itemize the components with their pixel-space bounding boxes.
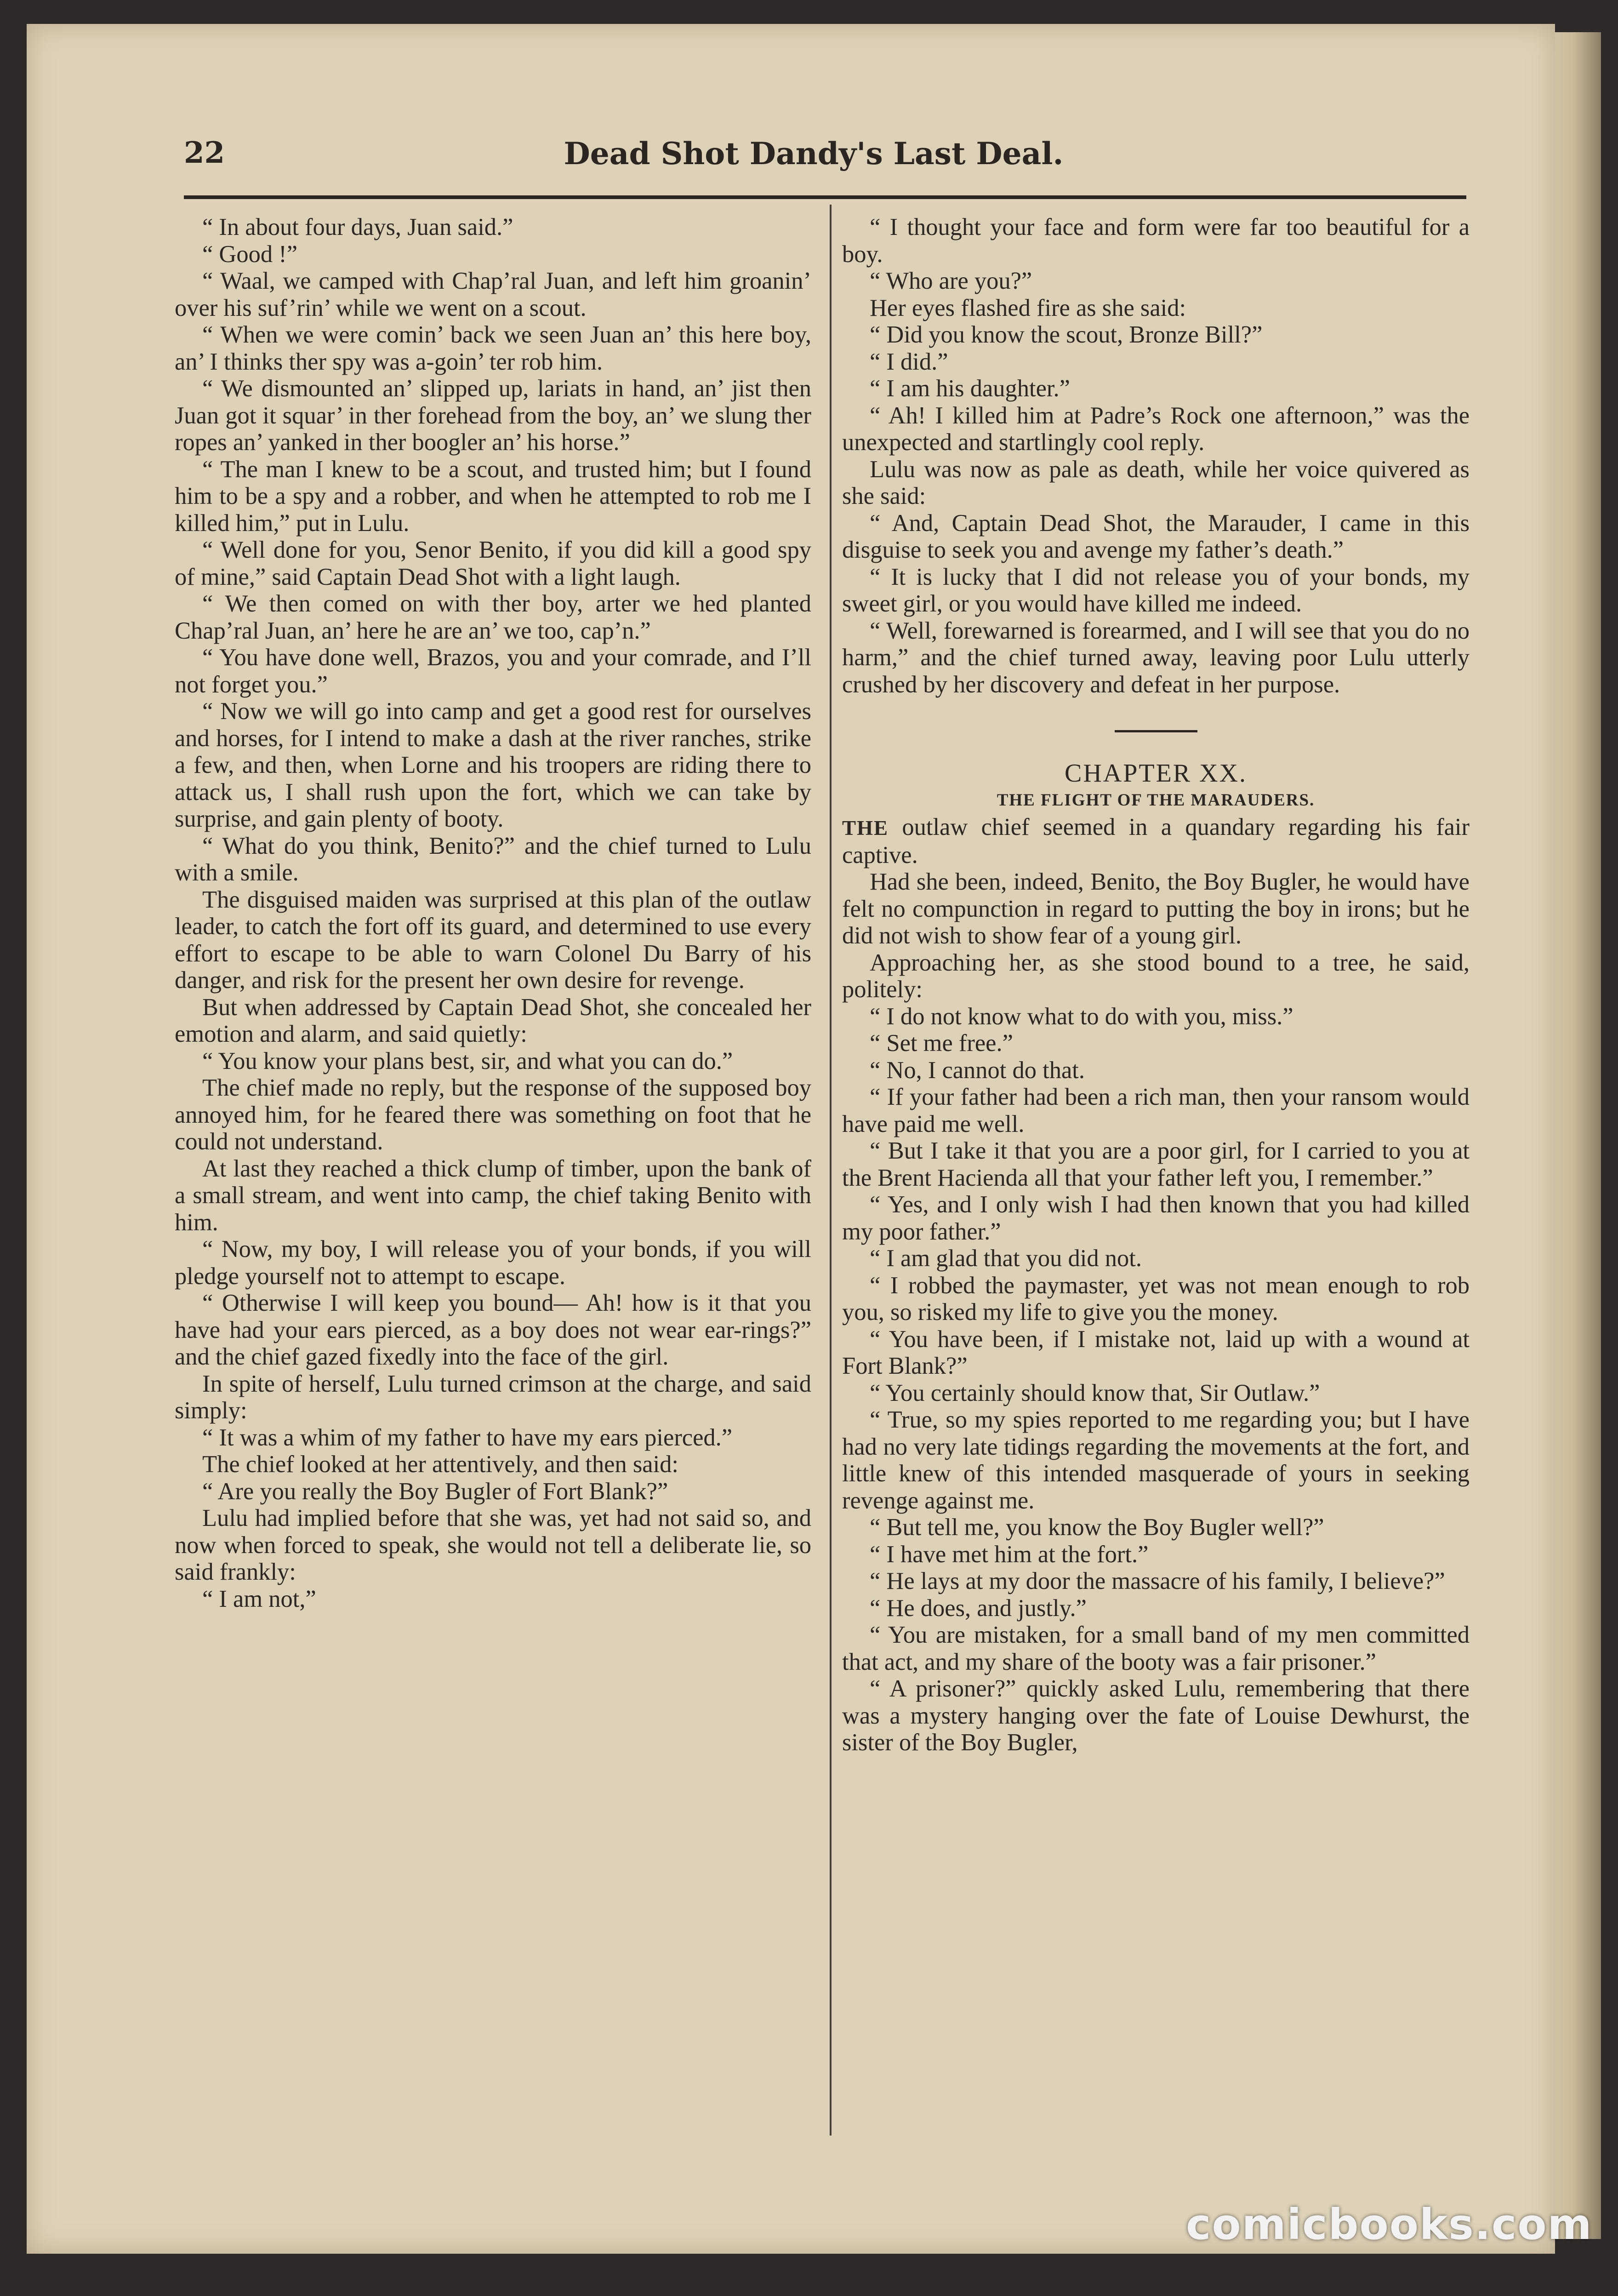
watermark: comicbooks.com [1186, 2200, 1593, 2249]
paragraph: “ I do not know what to do with you, miss.” [870, 1003, 1293, 1030]
chapter-first-word: THE [842, 817, 889, 840]
chapter-subtitle: THE FLIGHT OF THE MARAUDERS. [997, 790, 1315, 810]
right-column [842, 214, 1470, 1756]
paragraph: “ Waal, we camped with Chap’ral Juan, and left him groanin’ over his suf’rin’ while we went on a scout. [175, 268, 811, 321]
running-title: Dead Shot Dandy's Last Deal. [564, 136, 1064, 171]
paragraph: “ When we were comin’ back we seen Juan an’ this here boy, an’ I thinks ther spy was a-goin’ ter rob him. [175, 321, 811, 375]
paragraph: “ It was a whim of my father to have my ears pierced.” [202, 1424, 733, 1451]
paragraph: “ Did you know the scout, Bronze Bill?” [870, 321, 1263, 348]
paragraph: “ Well done for you, Senor Benito, if you did kill a good spy of mine,” said Captain Dead Shot with a light laugh. [175, 537, 811, 590]
paragraph: “ The man I knew to be a scout, and trusted him; but I found him to be a spy and a robber, and when he attempted to rob me I killed him,” put in Lulu. [175, 456, 811, 537]
chapter-break-rule [1115, 730, 1197, 732]
paragraph: The disguised maiden was surprised at this plan of the outlaw leader, to catch the fort off its guard, and determined to use every effort to escape to be able to warn Colonel Du Barry of his danger, and risk for the present her own desire for revenge. [175, 886, 811, 994]
paragraph: But when addressed by Captain Dead Shot, she concealed her emotion and alarm, and said quietly: [175, 994, 811, 1047]
page-number: 22 [184, 136, 225, 170]
paragraph: “ You are mistaken, for a small band of my men committed that act, and my share of the booty was a fair prisoner.” [842, 1622, 1470, 1675]
paragraph: “ I am his daughter.” [870, 375, 1070, 402]
paragraph: Lulu had implied before that she was, yet had not said so, and now when forced to speak, she would not tell a deliberate lie, so said frankly: [175, 1505, 811, 1585]
paragraph: Approaching her, as she stood bound to a tree, he said, politely: [842, 949, 1470, 1003]
chapter-title: CHAPTER XX. [1064, 759, 1248, 788]
paragraph: “ And, Captain Dead Shot, the Marauder, I came in this disguise to seek you and avenge my father’s death.” [842, 509, 1470, 563]
paragraph: “ Well, forewarned is forearmed, and I will see that you do no harm,” and the chief turned away, leaving poor Lulu utterly crushed by her discovery and defeat in her purpose. [842, 617, 1470, 698]
paragraph: “ We dismounted an’ slipped up, lariats in hand, an’ jist then Juan got it squar’ in ther forehead from the boy, an’ we slung ther ropes an’ yanked in ther boogler an’ his horse.” [175, 375, 811, 456]
paragraph: “ I am glad that you did not. [870, 1245, 1142, 1272]
chapter-first-paragraph-text: outlaw chief seemed in a quandary regarding his fair captive. [842, 814, 1470, 868]
paragraph: The chief looked at her attentively, and then said: [202, 1451, 679, 1478]
page-header [156, 131, 1471, 186]
page-edge [1555, 32, 1601, 2239]
paragraph: “ If your father had been a rich man, then your ransom would have paid me well. [842, 1084, 1470, 1137]
paragraph: “ You certainly should know that, Sir Outlaw.” [870, 1379, 1320, 1406]
paragraph: “ But tell me, you know the Boy Bugler well?” [870, 1514, 1324, 1541]
header-rule [184, 195, 1466, 199]
paragraph: At last they reached a thick clump of timber, upon the bank of a small stream, and went into camp, the chief taking Benito with him. [175, 1155, 811, 1236]
paragraph: “ We then comed on with ther boy, arter we hed planted Chap’ral Juan, an’ here he are an’ we too, cap’n.” [175, 590, 811, 644]
paragraph: “ I thought your face and form were far too beautiful for a boy. [842, 214, 1470, 268]
paragraph: “ Are you really the Boy Bugler of Fort Blank?” [202, 1478, 668, 1505]
paragraph: “ I did.” [870, 348, 948, 375]
paragraph: “ Ah! I killed him at Padre’s Rock one afternoon,” was the unexpected and startlingly cool reply. [842, 402, 1470, 456]
paragraph: “ Good !” [202, 240, 298, 268]
paragraph: “ I robbed the paymaster, yet was not mean enough to rob you, so risked my life to give you the money. [842, 1272, 1470, 1325]
paragraph: Had she been, indeed, Benito, the Boy Bugler, he would have felt no compunction in regard to putting the boy in irons; but he did not wish to show fear of a young girl. [842, 868, 1470, 949]
paragraph: “ I am not,” [202, 1585, 316, 1612]
paragraph: “ No, I cannot do that. [870, 1057, 1085, 1084]
left-column [175, 214, 811, 1612]
paragraph: “ Otherwise I will keep you bound— Ah! how is it that you have had your ears pierced, as a boy does not wear ear-rings?” and the chief gazed fixedly into the face of the girl. [175, 1290, 811, 1370]
right-column-pre-chapter [842, 214, 1470, 698]
paragraph: “ You have done well, Brazos, you and your comrade, and I’ll not forget you.” [175, 644, 811, 698]
paragraph: “ Set me free.” [870, 1030, 1013, 1057]
paragraph: “ You know your plans best, sir, and what you can do.” [202, 1047, 733, 1074]
paragraph: Lulu was now as pale as death, while her voice quivered as she said: [842, 456, 1470, 509]
chapter-first-paragraph [842, 814, 1470, 868]
column-divider [830, 205, 832, 2136]
right-column-post-chapter [842, 868, 1470, 1756]
paragraph: The chief made no reply, but the response of the supposed boy annoyed him, for he feared there was something on foot that he could not understand. [175, 1074, 811, 1155]
paragraph: “ Now, my boy, I will release you of your bonds, if you will pledge yourself not to attempt to escape. [175, 1236, 811, 1290]
paragraph: “ He lays at my door the massacre of his family, I believe?” [870, 1568, 1445, 1594]
paragraph: “ In about four days, Juan said.” [202, 214, 513, 240]
paragraph: “ Yes, and I only wish I had then known that you had killed my poor father.” [842, 1191, 1470, 1245]
paragraph: Her eyes flashed fire as she said: [870, 294, 1186, 321]
paragraph: “ I have met him at the fort.” [870, 1541, 1149, 1568]
paragraph: “ What do you think, Benito?” and the chief turned to Lulu with a smile. [175, 832, 811, 886]
paragraph: “ It is lucky that I did not release you of your bonds, my sweet girl, or you would have killed me indeed. [842, 563, 1470, 617]
paragraph: “ True, so my spies reported to me regarding you; but I have had no very late tidings regarding the movements at the fort, and little knew of this intended masquerade of yours in seeking revenge against me. [842, 1406, 1470, 1514]
paragraph: “ He does, and justly.” [870, 1594, 1087, 1622]
paragraph: “ Now we will go into camp and get a good rest for ourselves and horses, for I intend to make a dash at the river ranches, strike a few, and then, when Lorne and his troopers are riding there to attack us, I shall rush upon the fort, which we can take by surprise, and gain plenty of booty. [175, 698, 811, 832]
paragraph: “ Who are you?” [870, 268, 1032, 294]
paragraph: “ But I take it that you are a poor girl, for I carried to you at the Brent Hacienda all that your father left you, I remember.” [842, 1137, 1470, 1191]
paragraph: “ You have been, if I mistake not, laid up with a wound at Fort Blank?” [842, 1325, 1470, 1379]
paragraph: In spite of herself, Lulu turned crimson at the charge, and said simply: [175, 1370, 811, 1424]
paragraph: “ A prisoner?” quickly asked Lulu, remembering that there was a mystery hanging over the fate of Louise Dewhurst, the sister of the Boy Bugler, [842, 1675, 1470, 1756]
